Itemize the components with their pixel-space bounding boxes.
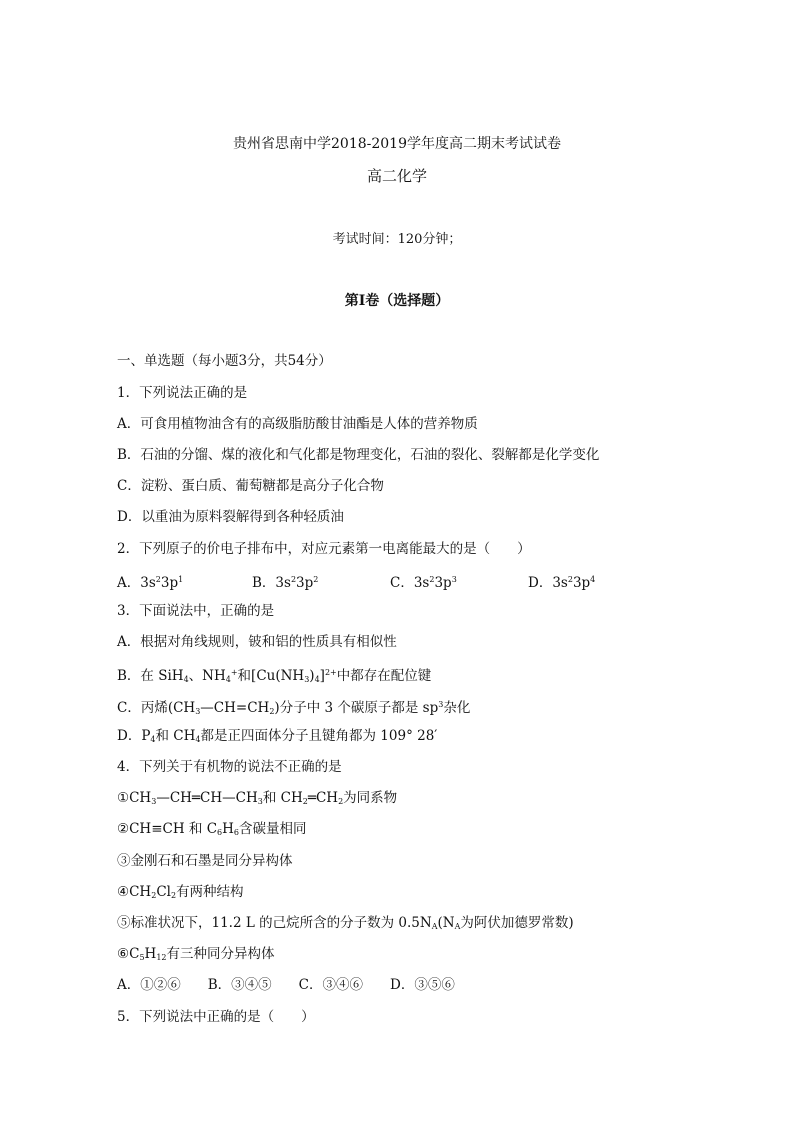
q1-option-b: B．石油的分馏、煤的液化和气化都是物理变化，石油的裂化、裂解都是化学变化: [117, 447, 600, 463]
q3-option-d: D．$P_4$和 $CH_4$都是正四面体分子且键角都为 109° 28′: [117, 728, 438, 744]
q4-stem: 4．下列关于有机物的说法不正确的是: [117, 759, 342, 775]
q4-item-4: $④CH_2Cl_2$有两种结构: [117, 884, 244, 900]
q1-option-a: A．可食用植物油含有的高级脂肪酸甘油酯是人体的营养物质: [117, 416, 478, 432]
q1-stem: 1．下列说法正确的是: [117, 385, 248, 401]
q4-item-3: ③金刚石和石墨是同分异构体: [117, 853, 293, 869]
q4-item-2: ②CH≡CH 和 $C_6H_6$含碳量相同: [117, 821, 307, 837]
q1-option-c: C．淀粉、蛋白质、葡萄糖都是高分子化合物: [117, 478, 384, 494]
q3-stem: 3．下面说法中，正确的是: [117, 603, 275, 619]
q3-option-b: B．在 SiH$_4$、$NH_4^+$和$[Cu(NH_3)_4]^{2+}$中都存在配位键: [117, 668, 432, 684]
q2-option-a: A．$3s^23p^1$: [117, 575, 184, 591]
q2-option-d: D．$3s^23p^4$: [528, 575, 596, 591]
q3-option-a: A．根据对角线规则，铍和铝的性质具有相似性: [117, 634, 397, 650]
q2-stem: 2．下列原子的价电子排布中，对应元素第一电离能最大的是（ ）: [117, 541, 531, 557]
q4-item-1: $①CH_3—CH═CH—CH_3$和 $CH_2═CH_2$为同系物: [117, 790, 398, 806]
exam-subtitle: 高二化学: [366, 167, 427, 185]
q4-item-5: ⑤标准状况下，11.2 L 的己烷所含的分子数为 $0.5N_A(N_A$为阿伏加德罗常数): [117, 915, 574, 931]
q1-option-d: D．以重油为原料裂解得到各种轻质油: [117, 509, 344, 525]
exam-time: 考试时间：120分钟；: [332, 232, 462, 247]
exam-title: 贵州省思南中学2018-2019学年度高二期末考试试卷: [233, 136, 561, 152]
q4-options: A．①②⑥ B．③④⑤ C．③④⑥ D．③⑤⑥: [117, 977, 455, 993]
q5-stem: 5．下列说法中正确的是（ ）: [117, 1009, 315, 1025]
section-heading: 第Ⅰ卷（选择题）: [344, 293, 450, 309]
part1-heading: 一、单选题（每小题3分，共54分）: [117, 353, 332, 369]
q4-item-6: $⑥C_5H_{12}$有三种同分异构体: [117, 946, 275, 962]
q2-option-b: B．$3s^23p^2$: [252, 575, 319, 591]
q3-option-c: C．丙烯$(CH_3—CH=CH_2)$分子中 3 个碳原子都是 $sp^3$杂化: [117, 700, 471, 716]
q2-option-c: C．$3s^23p^3$: [390, 575, 457, 591]
